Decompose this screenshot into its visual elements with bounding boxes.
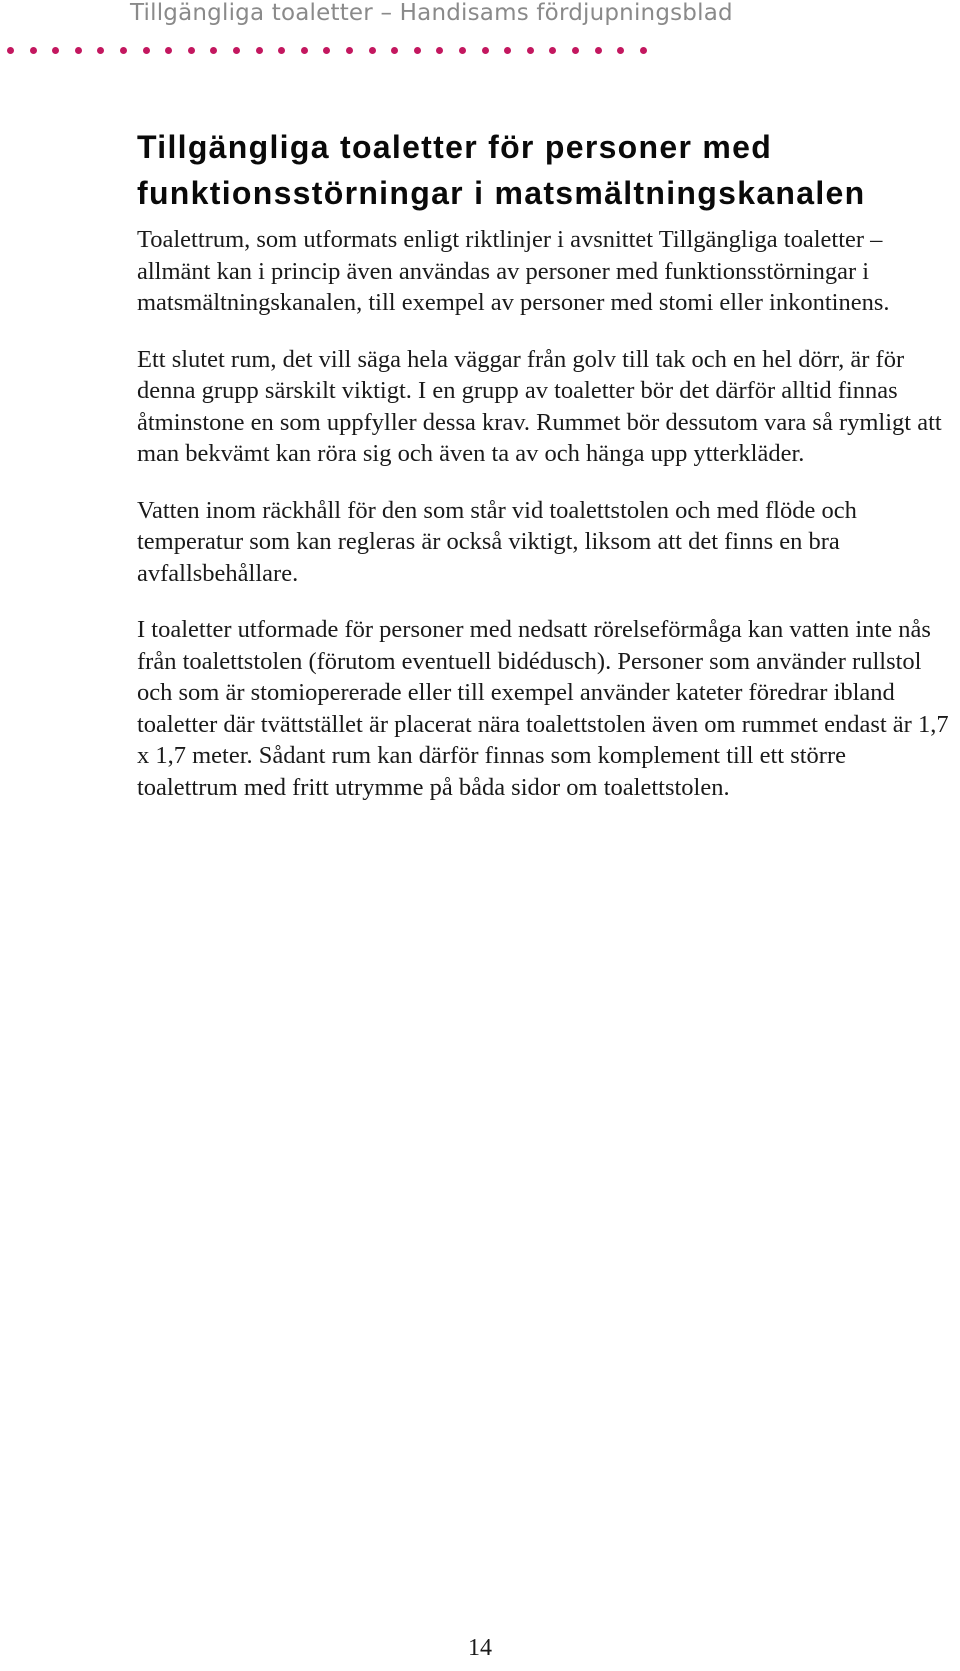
divider-dot (459, 47, 466, 54)
divider-dot (323, 47, 330, 54)
divider-dot (346, 47, 353, 54)
divider-dot (210, 47, 217, 54)
paragraph-water: Vatten inom räckhåll för den som står vid toalettstolen och med flöde och temperatur som kan regleras är också viktigt, liksom att det finns en bra avfallsbehållare. (137, 496, 857, 587)
divider-dot (188, 47, 195, 54)
divider-dot (97, 47, 104, 54)
divider-dot (278, 47, 285, 54)
page-number: 14 (468, 1635, 492, 1661)
divider-dot (165, 47, 172, 54)
section-heading: Tillgängliga toaletter för personer med funktionsstörningar i matsmältningskanalen (137, 129, 866, 211)
divider-dot (233, 47, 240, 54)
divider-dot (120, 47, 127, 54)
paragraph-intro: Toalettrum, som utformats enligt riktlinjer i avsnittet Tillgängliga toaletter – allmänt kan i princip även användas av personer med funktionsstörningar i matsmältningskanalen, till exempel av personer med stomi eller inkontinens. (137, 226, 890, 316)
running-header: Tillgängliga toaletter – Handisams fördjupningsblad (130, 0, 733, 26)
paragraph-closed-room: Ett slutet rum, det vill säga hela väggar från golv till tak och en hel dörr, är för denna grupp särskilt viktigt. I en grupp av toaletter bör det därför alltid finnas åtminstone en som uppfyller dessa krav. Rummet bör dessutom vara så rymligt att man bekvämt kan röra sig och även ta av och hänga upp ytterkläder. (137, 345, 942, 467)
divider-dot (7, 47, 14, 54)
divider-dot (414, 47, 421, 54)
divider-dot (617, 47, 624, 54)
divider-dot (369, 47, 376, 54)
article-body (137, 124, 952, 803)
divider-dot (572, 47, 579, 54)
divider-dot (640, 47, 647, 54)
divider-dot (436, 47, 443, 54)
divider-dot (143, 47, 150, 54)
divider-dot (30, 47, 37, 54)
divider-dot (52, 47, 59, 54)
divider-dot (549, 47, 556, 54)
divider-dot (595, 47, 602, 54)
paragraph-mobility: I toaletter utformade för personer med nedsatt rörelseförmåga kan vatten inte nås från toalettstolen (förutom eventuell bidédusch). Personer som använder rullstol och som är stomiopererade eller till exempel använder kateter föredrar ibland toaletter där tvättstället är placerat nära toalettstolen även om rummet endast är 1,7 x 1,7 meter. Sådant rum kan därför finnas som komplement till ett större toalettrum med fritt utrymme på båda sidor om toalettstolen. (137, 616, 949, 801)
divider-dot (504, 47, 511, 54)
divider-dot (301, 47, 308, 54)
divider-dot (75, 47, 82, 54)
divider-dot (527, 47, 534, 54)
divider-dot (256, 47, 263, 54)
decorative-dot-divider (7, 47, 707, 57)
divider-dot (391, 47, 398, 54)
divider-dot (482, 47, 489, 54)
